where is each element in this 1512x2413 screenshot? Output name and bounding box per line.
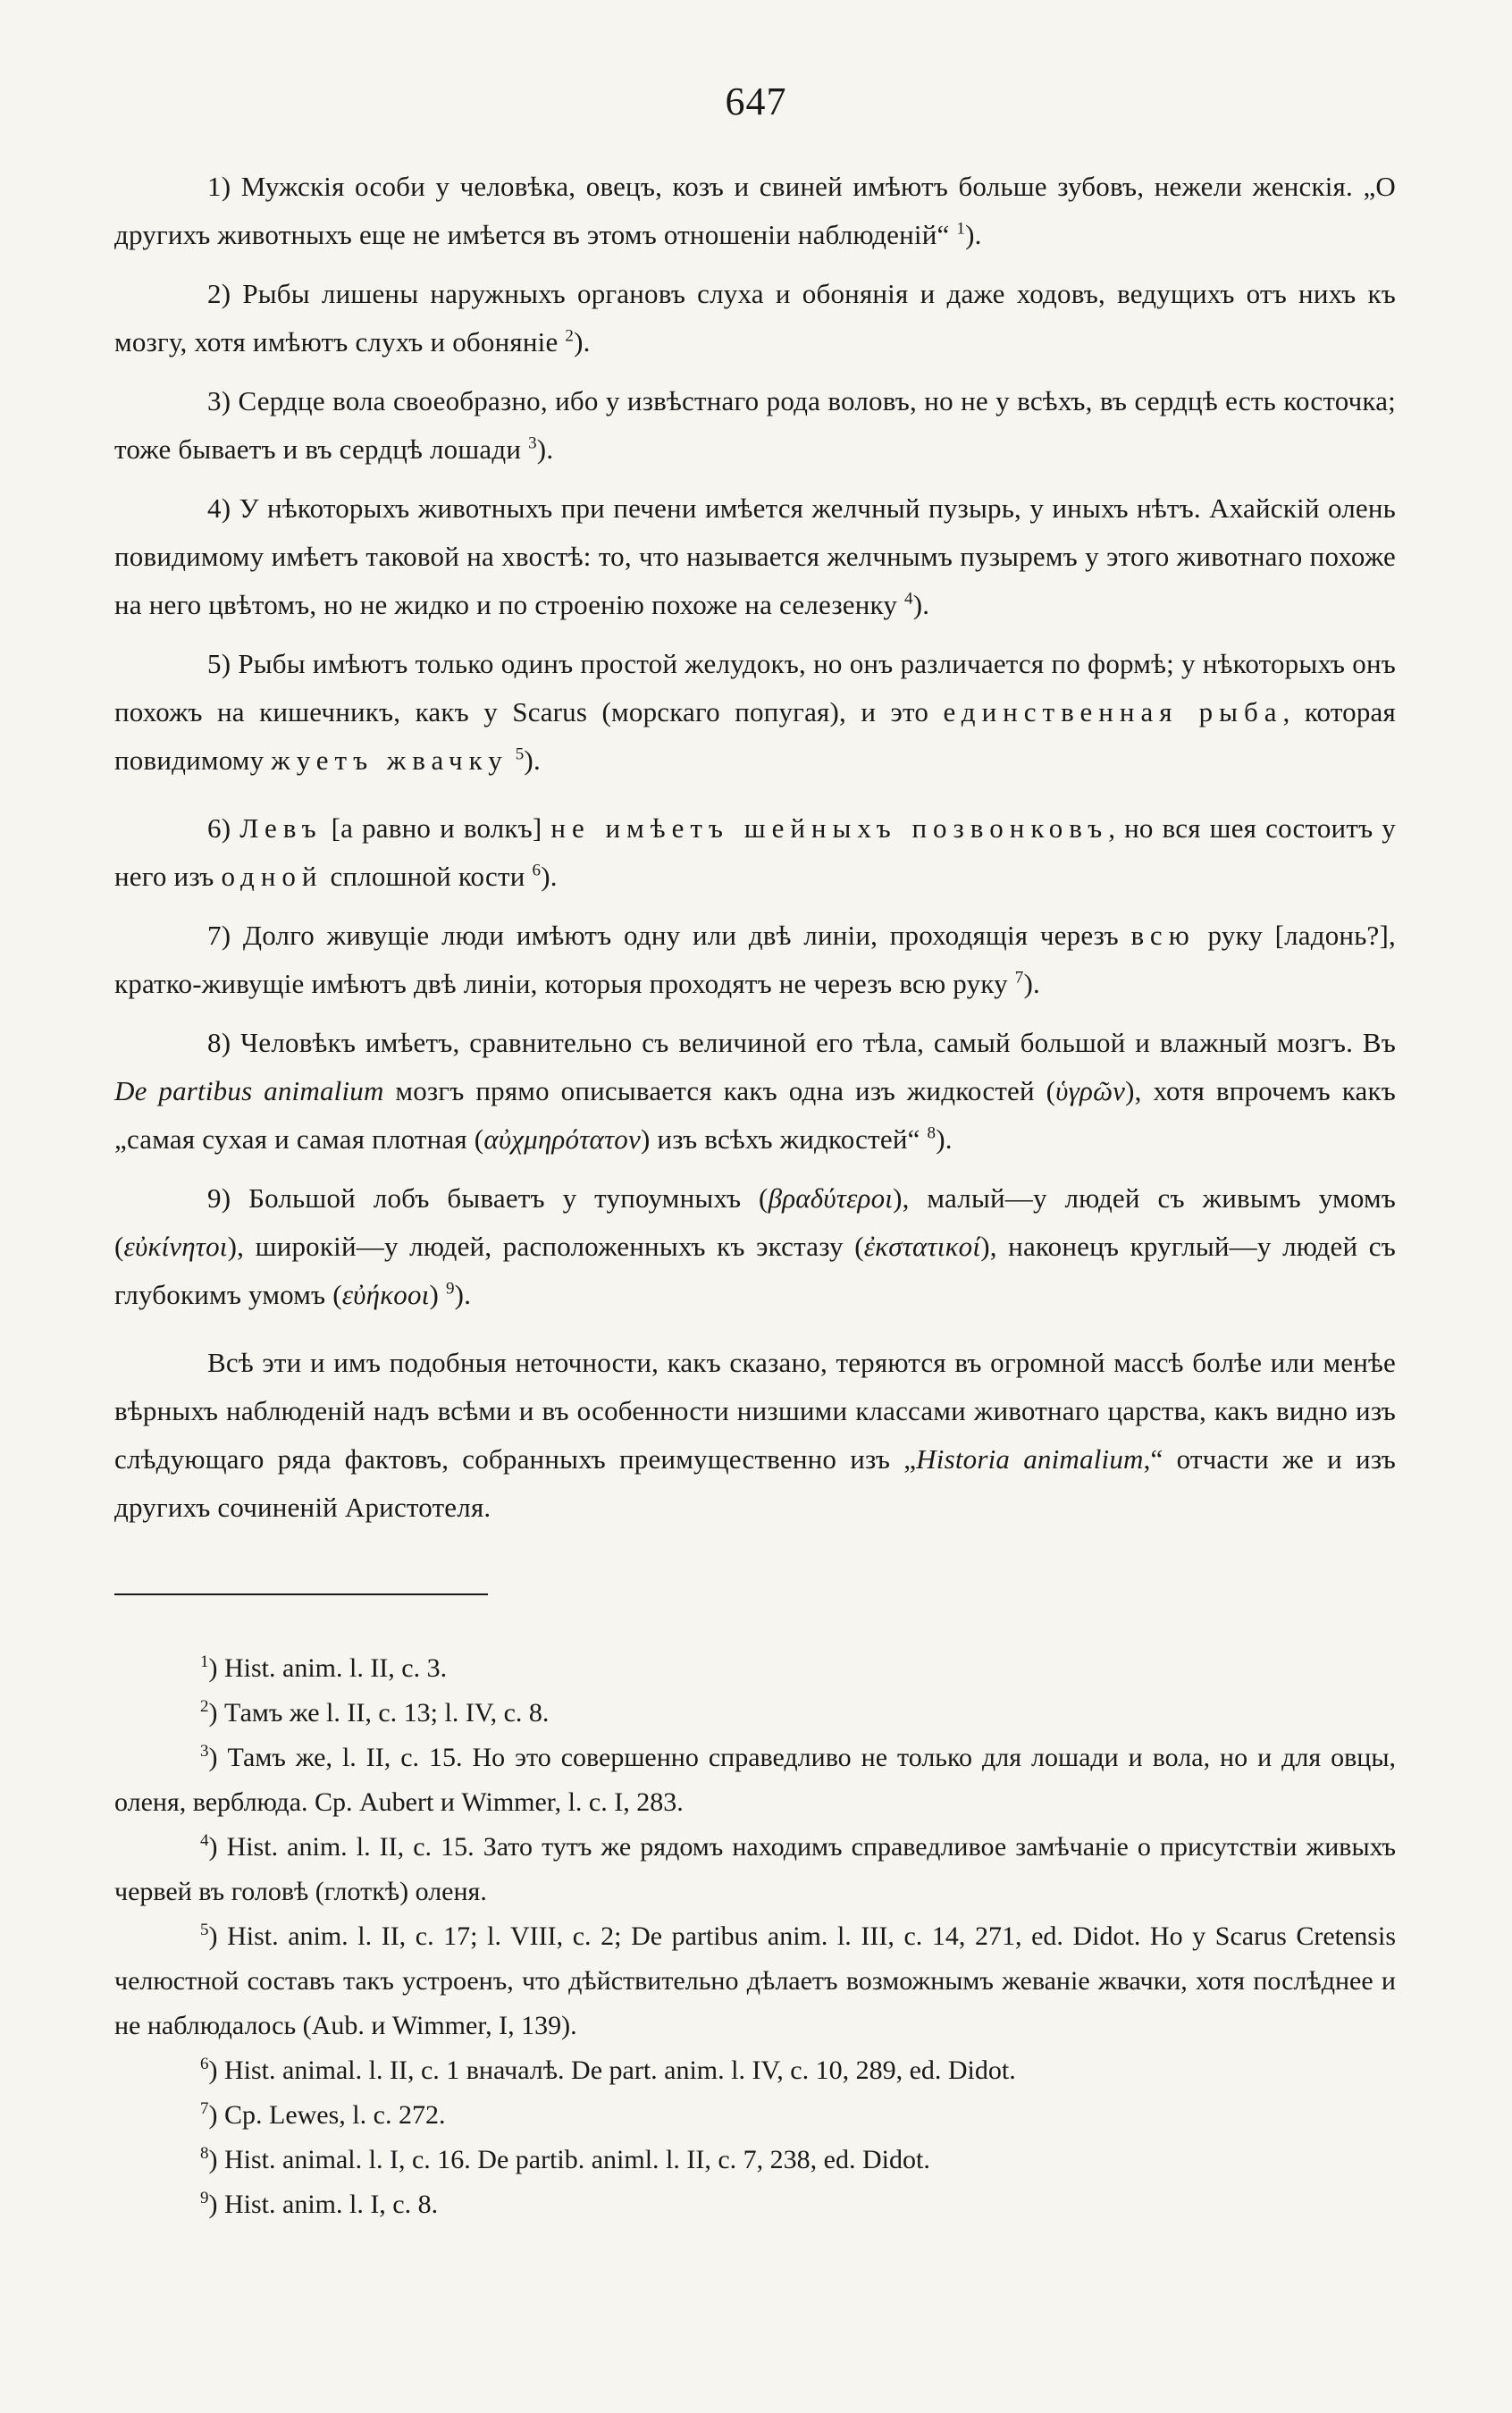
paragraph-6: 6) Левъ [а равно и волкъ] не имѣетъ шейныхъ позвонковъ, но вся шея состоитъ у него изъ одной сплошной кости $^6$). bbox=[114, 812, 1396, 892]
footnote-9: $^9$) Hist. anim. l. I, c. 8. bbox=[200, 2189, 439, 2219]
footnote-1: $^1$) Hist. anim. l. II, c. 3. bbox=[200, 1652, 448, 1683]
paragraph-2: 2) Рыбы лишены наружныхъ органовъ слуха и обонянія и даже ходовъ, ведущихъ отъ нихъ къ мозгу, хотя имѣютъ слухъ и обоняніе $^2$). bbox=[114, 278, 1396, 357]
footnote-6: $^6$) Hist. animal. l. II, c. 1 вначалѣ. De part. anim. l. IV, c. 10, 289, ed. Didot. bbox=[200, 2055, 1016, 2085]
paragraph-9: 9) Большой лобъ бываетъ у тупоумныхъ (βραδύτεροι), малый—у людей съ живымъ умомъ (εὐκίνητοι), широкій—у людей, расположенныхъ къ экстазу (ἐκστατικοί), наконецъ круглый—у людей съ глубокимъ умомъ (εὐήκοοι) $^9$). bbox=[114, 1182, 1397, 1310]
footnote-7: $^7$) Cp. Lewes, l. c. 272. bbox=[200, 2099, 446, 2130]
footnote-4: $^4$) Hist. anim. l. II, c. 15. Зато тутъ же рядомъ находимъ справедливое замѣчаніе о присутствіи живыхъ червей въ головѣ (глоткѣ) оленя. bbox=[114, 1831, 1396, 1906]
latin-title: De partibus animalium bbox=[114, 1075, 384, 1106]
footnote-5: $^5$) Hist. anim. l. II, c. 17; l. VIII, c. 2; De partibus anim. l. III, c. 14, 271, ed. Didot. Но у Scarus Cretensis челюстной составъ такъ устроенъ, что дѣйствительно дѣлаетъ возможнымъ жеваніе жвачки, хотя послѣднее и не наблюдалось (Aub. и Wimmer, I, 139). bbox=[114, 1921, 1396, 2040]
footnote-ref: 1 bbox=[956, 219, 966, 239]
greek-term: εὐκίνητοι bbox=[123, 1231, 228, 1262]
footnote-3: $^3$) Тамъ же, l. II, c. 15. Но это совершенно справедливо не только для лошади и вола, но и для овцы, оленя, верблюда. Ср. Aubert и Wimmer, l. c. I, 283. bbox=[114, 1742, 1396, 1817]
greek-term: βραδύτεροι bbox=[768, 1182, 894, 1214]
spaced-emphasis: не имѣетъ шейныхъ позвонковъ bbox=[550, 812, 1109, 844]
spaced-emphasis: жуетъ жвачку bbox=[271, 744, 508, 776]
spaced-emphasis: одной bbox=[221, 861, 323, 892]
greek-term: ὑγρῶν bbox=[1055, 1075, 1126, 1106]
spaced-emphasis: всю bbox=[1130, 920, 1196, 951]
footnote-2: $^2$) Тамъ же l. II, c. 13; l. IV, c. 8. bbox=[200, 1697, 550, 1728]
paragraph-8: 8) Человѣкъ имѣетъ, сравнительно съ величиной его тѣла, самый большой и влажный мозгъ. Въ De partibus animalium мозгъ прямо описывается какъ одна изъ жидкостей (ὑγρῶν), хотя впрочемъ какъ „самая сухая и самая плотная (αὐχμηρότατον) изъ всѣхъ жидкостей“ $^8$). bbox=[114, 1027, 1396, 1155]
footnote-ref: 8 bbox=[927, 1123, 937, 1143]
greek-term: αὐχμηρότατον bbox=[483, 1123, 641, 1155]
page-number: 647 bbox=[725, 80, 787, 123]
paragraph-4: 4) У нѣкоторыхъ животныхъ при печени имѣется желчный пузырь, у иныхъ нѣтъ. Ахайскій олень повидимому имѣетъ таковой на хвостѣ: то, что называется желчнымъ пузыремъ у этого животнаго похоже на него цвѣтомъ, но не жидко и по строенію похоже на селезенку $^4$). bbox=[114, 492, 1396, 620]
paragraph-5: 5) Рыбы имѣютъ только одинъ простой желудокъ, но онъ различается по формѣ; у нѣкоторыхъ онъ похожъ на кишечникъ, какъ у Scarus (морскаго попугая), и это единственная рыба, которая повидимому жуетъ жвачку $^5$). bbox=[114, 648, 1396, 776]
footnote-separator bbox=[114, 1593, 488, 1595]
footnote-ref: 3 bbox=[528, 433, 537, 453]
spaced-emphasis: единственная рыба bbox=[943, 696, 1283, 727]
footnote-ref: 7 bbox=[1014, 968, 1024, 988]
paragraph-1: 1) Мужскія особи у человѣка, овецъ, козъ и свиней имѣютъ больше зубовъ, нежели женскія. „О другихъ животныхъ еще не имѣется въ этомъ отношеніи наблюденій“ $^1$). bbox=[114, 171, 1396, 250]
paragraph-3: 3) Сердце вола своеобразно, ибо у извѣстнаго рода воловъ, но не у всѣхъ, въ сердцѣ есть косточка; тоже бываетъ и въ сердцѣ лошади $^3$). bbox=[114, 385, 1396, 465]
greek-term: ἐκστατικοί bbox=[863, 1231, 981, 1262]
greek-term: εὐήκοοι bbox=[341, 1279, 430, 1310]
footnotes bbox=[114, 1646, 1396, 2227]
spaced-emphasis: Левъ bbox=[239, 812, 323, 844]
footnote-ref: 6 bbox=[532, 861, 542, 880]
footnote-ref: 9 bbox=[445, 1279, 455, 1299]
paragraph-7: 7) Долго живущіе люди имѣютъ одну или двѣ линіи, проходящія черезъ всю руку [ладонь?], кратко-живущіе имѣютъ двѣ линіи, которыя проходятъ не черезъ всю руку $^7$). bbox=[114, 920, 1396, 999]
footnote-ref: 2 bbox=[565, 326, 575, 346]
footnote-ref: 5 bbox=[515, 744, 525, 764]
latin-title: Historia animalium bbox=[916, 1443, 1144, 1475]
footnote-8: $^8$) Hist. animal. l. I, c. 16. De partib. animl. l. II, c. 7, 238, ed. Didot. bbox=[200, 2144, 930, 2174]
paragraph-10: Всѣ эти и имъ подобныя неточности, какъ сказано, теряются въ огромной массѣ болѣе или менѣе вѣрныхъ наблюденій надъ всѣми и въ особенности низшими классами животнаго царства, какъ видно изъ слѣдующаго ряда фактовъ, собранныхъ преимущественно изъ „Historia animalium,“ отчасти же и изъ другихъ сочиненій Аристотеля. bbox=[114, 1347, 1396, 1523]
main-text bbox=[114, 163, 1396, 1543]
footnote-ref: 4 bbox=[904, 589, 913, 609]
